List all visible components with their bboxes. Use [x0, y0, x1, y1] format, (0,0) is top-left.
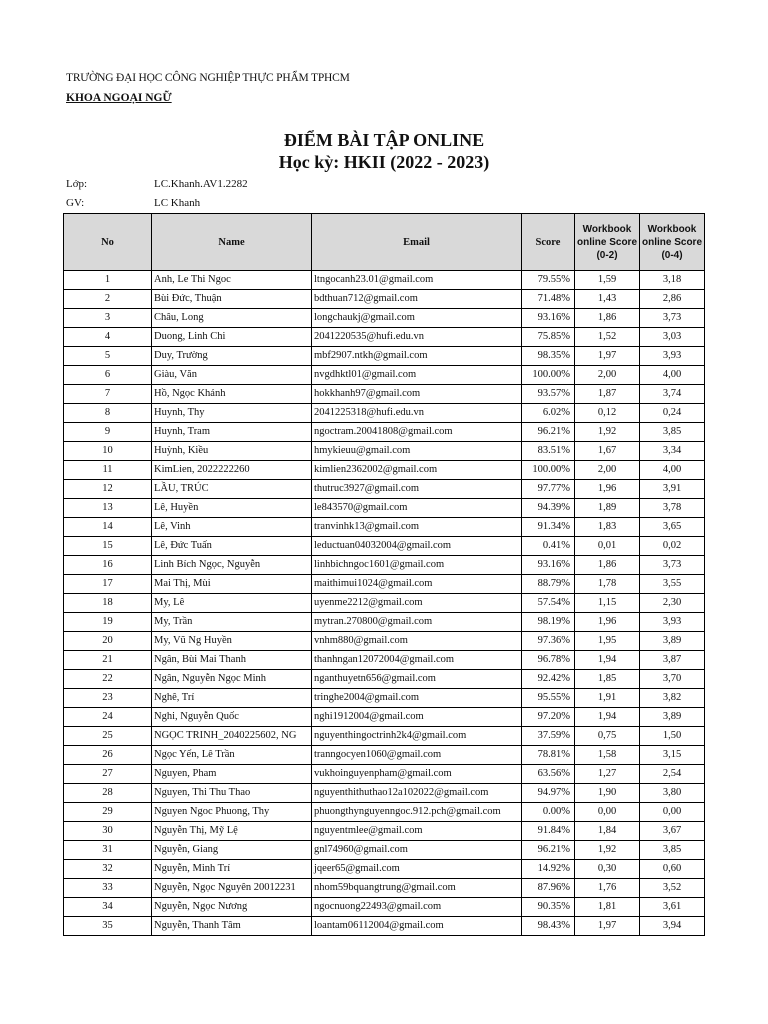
cell-email: le843570@gmail.com [312, 499, 522, 518]
cell-score: 97.20% [522, 708, 575, 727]
cell-no: 5 [64, 347, 152, 366]
cell-workbook-0-2: 1,59 [575, 271, 640, 290]
cell-name: Nguyen, Pham [152, 765, 312, 784]
cell-workbook-0-4: 3,70 [640, 670, 705, 689]
cell-name: Nguyen Ngoc Phuong, Thy [152, 803, 312, 822]
cell-workbook-0-4: 0,60 [640, 860, 705, 879]
table-row [64, 423, 705, 442]
cell-no: 20 [64, 632, 152, 651]
cell-no: 8 [64, 404, 152, 423]
cell-no: 21 [64, 651, 152, 670]
table-row [64, 404, 705, 423]
cell-name: Mai Thị, Mùi [152, 575, 312, 594]
cell-no: 25 [64, 727, 152, 746]
cell-email: nghi1912004@gmail.com [312, 708, 522, 727]
cell-workbook-0-4: 2,54 [640, 765, 705, 784]
cell-workbook-0-2: 1,94 [575, 708, 640, 727]
column-header-workbook-0-4: Workbook online Score (0-4) [640, 214, 705, 271]
cell-workbook-0-2: 1,96 [575, 480, 640, 499]
cell-score: 63.56% [522, 765, 575, 784]
cell-workbook-0-4: 2,86 [640, 290, 705, 309]
cell-workbook-0-4: 3,55 [640, 575, 705, 594]
cell-name: Ngọc Yến, Lê Trần [152, 746, 312, 765]
column-header-email: Email [312, 214, 522, 271]
cell-workbook-0-2: 2,00 [575, 366, 640, 385]
cell-workbook-0-2: 1,91 [575, 689, 640, 708]
cell-workbook-0-4: 3,18 [640, 271, 705, 290]
cell-name: My, Lê [152, 594, 312, 613]
cell-email: loantam06112004@gmail.com [312, 917, 522, 936]
cell-name: Bùi Đức, Thuận [152, 290, 312, 309]
cell-name: Lê, Đức Tuấn [152, 537, 312, 556]
cell-workbook-0-2: 1,96 [575, 613, 640, 632]
table-header-row [64, 214, 705, 271]
cell-no: 23 [64, 689, 152, 708]
cell-email: gnl74960@gmail.com [312, 841, 522, 860]
cell-name: Duy, Trường [152, 347, 312, 366]
cell-workbook-0-4: 3,73 [640, 309, 705, 328]
scores-table [63, 213, 705, 936]
cell-workbook-0-4: 3,65 [640, 518, 705, 537]
cell-workbook-0-4: 3,34 [640, 442, 705, 461]
cell-name: Ngân, Nguyễn Ngọc Minh [152, 670, 312, 689]
cell-no: 11 [64, 461, 152, 480]
cell-workbook-0-2: 1,95 [575, 632, 640, 651]
cell-email: nguyentmlee@gmail.com [312, 822, 522, 841]
cell-no: 4 [64, 328, 152, 347]
cell-workbook-0-2: 1,86 [575, 556, 640, 575]
cell-workbook-0-2: 1,84 [575, 822, 640, 841]
cell-workbook-0-2: 0,12 [575, 404, 640, 423]
teacher-value: LC Khanh [154, 197, 201, 209]
cell-workbook-0-4: 3,78 [640, 499, 705, 518]
cell-email: kimlien2362002@gmail.com [312, 461, 522, 480]
cell-email: ngoctram.20041808@gmail.com [312, 423, 522, 442]
cell-score: 6.02% [522, 404, 575, 423]
cell-no: 10 [64, 442, 152, 461]
table-row [64, 670, 705, 689]
cell-score: 97.36% [522, 632, 575, 651]
cell-score: 93.16% [522, 556, 575, 575]
table-row [64, 347, 705, 366]
cell-name: Huynh, Thy [152, 404, 312, 423]
cell-name: Nguyễn, Ngọc Nương [152, 898, 312, 917]
cell-name: LẦU, TRÚC [152, 480, 312, 499]
cell-workbook-0-4: 3,73 [640, 556, 705, 575]
cell-workbook-0-4: 3,91 [640, 480, 705, 499]
cell-workbook-0-4: 0,00 [640, 803, 705, 822]
cell-email: nhom59bquangtrung@gmail.com [312, 879, 522, 898]
cell-workbook-0-2: 1,27 [575, 765, 640, 784]
cell-name: Nghi, Nguyễn Quốc [152, 708, 312, 727]
cell-workbook-0-2: 1,78 [575, 575, 640, 594]
cell-name: Huynh, Tram [152, 423, 312, 442]
cell-no: 31 [64, 841, 152, 860]
table-row [64, 594, 705, 613]
cell-score: 94.97% [522, 784, 575, 803]
column-header-name: Name [152, 214, 312, 271]
cell-workbook-0-4: 3,15 [640, 746, 705, 765]
cell-score: 93.57% [522, 385, 575, 404]
table-row [64, 708, 705, 727]
cell-no: 14 [64, 518, 152, 537]
cell-score: 71.48% [522, 290, 575, 309]
table-row [64, 765, 705, 784]
cell-workbook-0-4: 3,61 [640, 898, 705, 917]
cell-score: 0.41% [522, 537, 575, 556]
cell-email: nguyenthingoctrinh2k4@gmail.com [312, 727, 522, 746]
table-row [64, 689, 705, 708]
cell-no: 24 [64, 708, 152, 727]
table-row [64, 803, 705, 822]
cell-email: thutruc3927@gmail.com [312, 480, 522, 499]
cell-workbook-0-4: 3,85 [640, 423, 705, 442]
table-row [64, 556, 705, 575]
cell-name: Giàu, Văn [152, 366, 312, 385]
cell-email: hmykieuu@gmail.com [312, 442, 522, 461]
cell-email: 2041225318@hufi.edu.vn [312, 404, 522, 423]
cell-score: 98.43% [522, 917, 575, 936]
cell-no: 18 [64, 594, 152, 613]
table-row [64, 860, 705, 879]
cell-score: 97.77% [522, 480, 575, 499]
table-row [64, 841, 705, 860]
cell-no: 35 [64, 917, 152, 936]
table-row [64, 575, 705, 594]
table-row [64, 746, 705, 765]
column-header-workbook-0-2: Workbook online Score (0-2) [575, 214, 640, 271]
cell-workbook-0-4: 3,82 [640, 689, 705, 708]
cell-score: 79.55% [522, 271, 575, 290]
cell-email: jqeer65@gmail.com [312, 860, 522, 879]
cell-workbook-0-4: 3,87 [640, 651, 705, 670]
cell-score: 83.51% [522, 442, 575, 461]
cell-score: 0.00% [522, 803, 575, 822]
cell-workbook-0-4: 3,03 [640, 328, 705, 347]
cell-email: 2041220535@hufi.edu.vn [312, 328, 522, 347]
cell-no: 16 [64, 556, 152, 575]
cell-email: uyenme2212@gmail.com [312, 594, 522, 613]
cell-email: maithimui1024@gmail.com [312, 575, 522, 594]
cell-email: tranvinhk13@gmail.com [312, 518, 522, 537]
table-row [64, 632, 705, 651]
cell-name: Duong, Linh Chi [152, 328, 312, 347]
table-row [64, 480, 705, 499]
cell-name: Nguyễn, Minh Trí [152, 860, 312, 879]
table-row [64, 461, 705, 480]
cell-workbook-0-2: 1,81 [575, 898, 640, 917]
cell-email: mytran.270800@gmail.com [312, 613, 522, 632]
cell-score: 96.78% [522, 651, 575, 670]
cell-workbook-0-2: 1,89 [575, 499, 640, 518]
cell-workbook-0-4: 2,30 [640, 594, 705, 613]
cell-workbook-0-2: 1,97 [575, 917, 640, 936]
cell-workbook-0-2: 1,52 [575, 328, 640, 347]
page-title: ĐIỂM BÀI TẬP ONLINE [283, 130, 485, 150]
cell-score: 90.35% [522, 898, 575, 917]
table-row [64, 651, 705, 670]
cell-workbook-0-4: 3,52 [640, 879, 705, 898]
table-row [64, 537, 705, 556]
cell-no: 7 [64, 385, 152, 404]
cell-workbook-0-4: 3,85 [640, 841, 705, 860]
table-row [64, 309, 705, 328]
table-row [64, 917, 705, 936]
cell-name: Hồ, Ngọc Khánh [152, 385, 312, 404]
cell-name: My, Vũ Ng Huyền [152, 632, 312, 651]
cell-score: 100.00% [522, 366, 575, 385]
cell-name: Nguyễn, Ngọc Nguyên 20012231 [152, 879, 312, 898]
cell-email: thanhngan12072004@gmail.com [312, 651, 522, 670]
cell-email: ltngocanh23.01@gmail.com [312, 271, 522, 290]
cell-no: 19 [64, 613, 152, 632]
table-row [64, 499, 705, 518]
cell-score: 91.84% [522, 822, 575, 841]
cell-email: leductuan04032004@gmail.com [312, 537, 522, 556]
cell-workbook-0-4: 4,00 [640, 461, 705, 480]
cell-no: 28 [64, 784, 152, 803]
cell-name: Nguyễn Thị, Mỹ Lệ [152, 822, 312, 841]
cell-email: longchaukj@gmail.com [312, 309, 522, 328]
cell-no: 33 [64, 879, 152, 898]
cell-email: vnhm880@gmail.com [312, 632, 522, 651]
cell-email: bdthuan712@gmail.com [312, 290, 522, 309]
cell-workbook-0-2: 0,30 [575, 860, 640, 879]
cell-score: 57.54% [522, 594, 575, 613]
table-row [64, 366, 705, 385]
cell-workbook-0-2: 1,94 [575, 651, 640, 670]
cell-name: Nguyen, Thi Thu Thao [152, 784, 312, 803]
cell-workbook-0-2: 1,97 [575, 347, 640, 366]
cell-workbook-0-4: 0,02 [640, 537, 705, 556]
class-value: LC.Khanh.AV1.2282 [154, 178, 248, 190]
cell-email: nvgdhktl01@gmail.com [312, 366, 522, 385]
table-row [64, 442, 705, 461]
cell-score: 91.34% [522, 518, 575, 537]
cell-name: Lê, Huyền [152, 499, 312, 518]
cell-email: nganthuyetn656@gmail.com [312, 670, 522, 689]
class-label: Lớp: [66, 178, 88, 190]
cell-workbook-0-2: 1,83 [575, 518, 640, 537]
table-row [64, 784, 705, 803]
cell-no: 30 [64, 822, 152, 841]
table-row [64, 518, 705, 537]
cell-workbook-0-2: 1,92 [575, 841, 640, 860]
cell-score: 98.19% [522, 613, 575, 632]
column-header-no: No [64, 214, 152, 271]
cell-workbook-0-2: 1,43 [575, 290, 640, 309]
cell-workbook-0-4: 3,93 [640, 347, 705, 366]
cell-workbook-0-4: 3,89 [640, 632, 705, 651]
semester-subtitle: Học kỳ: HKII (2022 - 2023) [278, 152, 490, 172]
cell-score: 75.85% [522, 328, 575, 347]
school-name: TRƯỜNG ĐẠI HỌC CÔNG NGHIỆP THỰC PHẨM TPHCM [66, 72, 350, 84]
cell-workbook-0-2: 1,58 [575, 746, 640, 765]
cell-name: Linh Bích Ngọc, Nguyễn [152, 556, 312, 575]
cell-email: vukhoinguyenpham@gmail.com [312, 765, 522, 784]
cell-email: ngocnuong22493@gmail.com [312, 898, 522, 917]
cell-workbook-0-4: 0,24 [640, 404, 705, 423]
cell-name: Lê, Vinh [152, 518, 312, 537]
cell-no: 13 [64, 499, 152, 518]
cell-name: NGỌC TRINH_2040225602, NG [152, 727, 312, 746]
table-row [64, 898, 705, 917]
cell-workbook-0-2: 1,15 [575, 594, 640, 613]
cell-no: 32 [64, 860, 152, 879]
table-row [64, 613, 705, 632]
cell-workbook-0-2: 1,87 [575, 385, 640, 404]
cell-name: Nghê, Trí [152, 689, 312, 708]
cell-workbook-0-2: 0,00 [575, 803, 640, 822]
cell-workbook-0-2: 2,00 [575, 461, 640, 480]
cell-workbook-0-2: 1,85 [575, 670, 640, 689]
cell-email: tranngocyen1060@gmail.com [312, 746, 522, 765]
column-header-score: Score [522, 214, 575, 271]
cell-workbook-0-2: 1,90 [575, 784, 640, 803]
cell-no: 6 [64, 366, 152, 385]
cell-score: 96.21% [522, 841, 575, 860]
table-row [64, 271, 705, 290]
cell-email: nguyenthithuthao12a102022@gmail.com [312, 784, 522, 803]
cell-score: 96.21% [522, 423, 575, 442]
cell-no: 15 [64, 537, 152, 556]
cell-workbook-0-2: 1,86 [575, 309, 640, 328]
table-row [64, 879, 705, 898]
cell-score: 92.42% [522, 670, 575, 689]
cell-score: 95.55% [522, 689, 575, 708]
cell-email: tringhe2004@gmail.com [312, 689, 522, 708]
table-row [64, 822, 705, 841]
cell-name: Nguyễn, Giang [152, 841, 312, 860]
cell-workbook-0-4: 3,94 [640, 917, 705, 936]
cell-score: 37.59% [522, 727, 575, 746]
cell-workbook-0-4: 1,50 [640, 727, 705, 746]
table-row [64, 727, 705, 746]
cell-workbook-0-2: 0,75 [575, 727, 640, 746]
cell-email: linhbichngoc1601@gmail.com [312, 556, 522, 575]
table-row [64, 328, 705, 347]
cell-no: 3 [64, 309, 152, 328]
cell-workbook-0-2: 0,01 [575, 537, 640, 556]
cell-score: 88.79% [522, 575, 575, 594]
cell-score: 93.16% [522, 309, 575, 328]
cell-workbook-0-4: 3,67 [640, 822, 705, 841]
cell-no: 34 [64, 898, 152, 917]
teacher-label: GV: [66, 197, 85, 209]
cell-no: 22 [64, 670, 152, 689]
cell-no: 12 [64, 480, 152, 499]
cell-score: 78.81% [522, 746, 575, 765]
table-row [64, 385, 705, 404]
cell-no: 27 [64, 765, 152, 784]
cell-score: 14.92% [522, 860, 575, 879]
cell-score: 87.96% [522, 879, 575, 898]
cell-email: phuongthynguyenngoc.912.pch@gmail.com [312, 803, 522, 822]
cell-email: mbf2907.ntkh@gmail.com [312, 347, 522, 366]
cell-no: 29 [64, 803, 152, 822]
cell-name: Huỳnh, Kiều [152, 442, 312, 461]
cell-email: hokkhanh97@gmail.com [312, 385, 522, 404]
cell-workbook-0-2: 1,92 [575, 423, 640, 442]
cell-workbook-0-4: 3,74 [640, 385, 705, 404]
cell-no: 2 [64, 290, 152, 309]
cell-no: 26 [64, 746, 152, 765]
table-row [64, 290, 705, 309]
department-name: KHOA NGOẠI NGỮ [66, 92, 172, 104]
cell-name: Anh, Le Thi Ngoc [152, 271, 312, 290]
cell-name: Châu, Long [152, 309, 312, 328]
cell-workbook-0-4: 4,00 [640, 366, 705, 385]
cell-no: 9 [64, 423, 152, 442]
cell-name: My, Trần [152, 613, 312, 632]
cell-no: 17 [64, 575, 152, 594]
cell-workbook-0-4: 3,89 [640, 708, 705, 727]
cell-score: 98.35% [522, 347, 575, 366]
cell-workbook-0-4: 3,93 [640, 613, 705, 632]
cell-workbook-0-4: 3,80 [640, 784, 705, 803]
cell-name: Ngân, Bùi Mai Thanh [152, 651, 312, 670]
cell-workbook-0-2: 1,76 [575, 879, 640, 898]
cell-name: Nguyễn, Thanh Tâm [152, 917, 312, 936]
cell-score: 100.00% [522, 461, 575, 480]
cell-score: 94.39% [522, 499, 575, 518]
cell-workbook-0-2: 1,67 [575, 442, 640, 461]
cell-no: 1 [64, 271, 152, 290]
cell-name: KimLien, 2022222260 [152, 461, 312, 480]
